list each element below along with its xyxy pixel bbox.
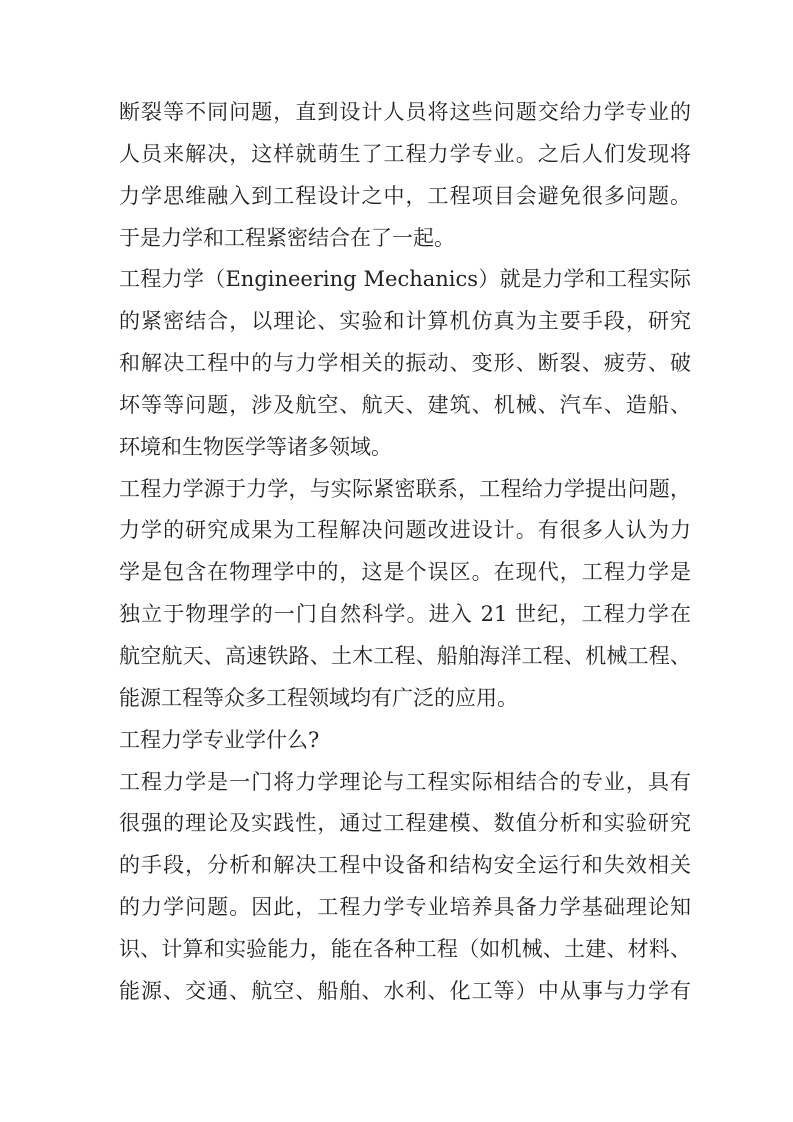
- document-text: [119, 92, 691, 1013]
- text-line: 力学的研究成果为工程解决问题改进设计。有很多人认为力: [119, 518, 691, 543]
- text-line: 环境和生物医学等诸多领域。: [119, 434, 392, 459]
- paragraph: [119, 259, 691, 468]
- text-line: 断裂等不同问题，直到设计人员将这些问题交给力学专业的: [119, 100, 691, 124]
- text-line: 力学思维融入到工程设计之中，工程项目会避免很多问题。: [119, 183, 691, 208]
- text-line: 和解决工程中的与力学相关的振动、变形、断裂、疲劳、破: [119, 351, 691, 376]
- text-line: 的紧密结合，以理论、实验和计算机仿真为主要手段，研究: [119, 309, 691, 334]
- paragraph: [119, 92, 691, 259]
- text-line: 坏等等问题，涉及航空、航天、建筑、机械、汽车、造船、: [119, 392, 691, 417]
- text-line: 工程力学专业学什么?: [119, 727, 320, 752]
- text-line: 能源、交通、航空、船舶、水利、化工等）中从事与力学有: [119, 978, 691, 1003]
- paragraph: [119, 469, 691, 720]
- text-line: 识、计算和实验能力，能在各种工程（如机械、土建、材料、: [119, 936, 691, 961]
- text-line: 航空航天、高速铁路、土木工程、船舶海洋工程、机械工程、: [119, 643, 691, 668]
- text-line: 工程力学源于力学，与实际紧密联系，工程给力学提出问题，: [119, 476, 691, 501]
- paragraph: [119, 762, 691, 1013]
- text-line: 能源工程等众多工程领域均有广泛的应用。: [119, 685, 518, 710]
- paragraph: [119, 720, 691, 762]
- text-line: 独立于物理学的一门自然科学。进入 21 世纪，工程力学在: [119, 602, 691, 627]
- text-line: 很强的理论及实践性，通过工程建模、数值分析和实验研究: [119, 811, 691, 836]
- text-line: 于是力学和工程紧密结合在了一起。: [119, 225, 455, 250]
- text-line: 的手段，分析和解决工程中设备和结构安全运行和失效相关: [119, 853, 691, 878]
- text-line: 学是包含在物理学中的，这是个误区。在现代，工程力学是: [119, 560, 691, 585]
- text-line: 的力学问题。因此，工程力学专业培养具备力学基础理论知: [119, 895, 691, 920]
- text-line: 工程力学是一门将力学理论与工程实际相结合的专业，具有: [119, 769, 691, 794]
- text-line: 人员来解决，这样就萌生了工程力学专业。之后人们发现将: [119, 141, 691, 166]
- text-line: 工程力学（Engineering Mechanics）就是力学和工程实际: [119, 267, 691, 292]
